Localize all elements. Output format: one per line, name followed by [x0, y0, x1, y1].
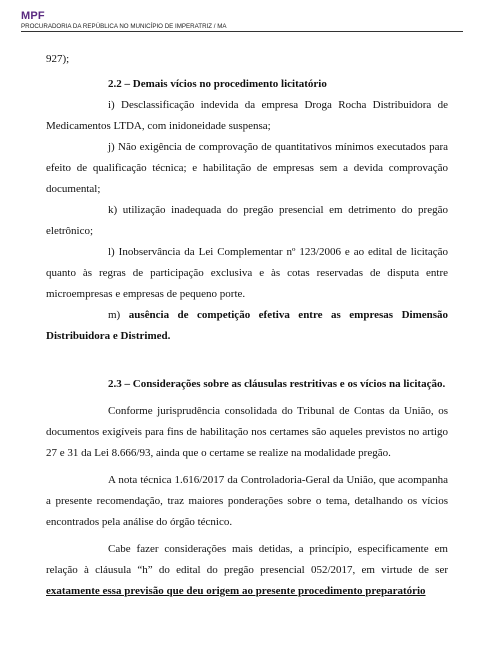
- org-unit: PROCURADORIA DA REPÚBLICA NO MUNICÍPIO DE IMPERATRIZ / MA: [21, 23, 227, 30]
- section-2-2-heading: 2.2 – Demais vícios no procedimento licitatório: [108, 78, 327, 90]
- paragraph-technical-note: A nota técnica 1.616/2017 da Controladoria-Geral da União, que acompanha a presente recomendação, traz maiores ponderações sobre o tema, detalhando os vícios encontrados pela análise do órgão técnico.: [46, 474, 448, 528]
- section-2-3-heading: 2.3 – Considerações sobre as cláusulas restritivas e os vícios na licitação.: [108, 378, 446, 390]
- org-name: MPF: [21, 10, 45, 22]
- list-item-j: j) Não exigência de comprovação de quantitativos mínimos executados para efeito de qualificação técnica; e habilitação de empresas sem a devida comprovação documental;: [46, 141, 448, 195]
- paragraph-jurisprudence: Conforme jurisprudência consolidada do Tribunal de Contas da União, os documentos exigíveis para fins de habilitação nos certames são aqueles previstos no artigo 27 e 31 da Lei 8.666/93, ainda que o certame se realize na modalidade pregão.: [46, 405, 448, 459]
- list-item-m: [46, 305, 448, 347]
- list-item-i: i) Desclassificação indevida da empresa Droga Rocha Distribuidora de Medicamentos LTDA, com inidoneidade suspensa;: [46, 99, 448, 132]
- page-header: [21, 10, 461, 31]
- header-rule: [21, 31, 463, 32]
- paragraph-clause-h: [46, 539, 448, 602]
- list-item-l: l) Inobservância da Lei Complementar nº 123/2006 e ao edital de licitação quanto às regras de participação exclusiva e às cotas reservadas de disputa entre microempresas e empresas de pequeno porte.: [46, 246, 448, 300]
- list-item-k: k) utilização inadequada do pregão presencial em detrimento do pregão eletrônico;: [46, 204, 448, 237]
- list-item-m-text: ausência de competição efetiva entre as empresas Dimensão Distribuidora e Distrimed.: [46, 309, 449, 342]
- document-body: [46, 49, 448, 602]
- continuation-line: 927);: [46, 53, 70, 65]
- paragraph-clause-h-emphasis: exatamente essa previsão que deu origem ao presente procedimento preparatório: [46, 585, 426, 597]
- paragraph-clause-h-text: Cabe fazer considerações mais detidas, a princípio, especificamente em relação à cláusula “h” do edital do pregão presencial 052/2017, em virtude de ser: [46, 543, 448, 576]
- list-item-m-prefix: m): [108, 309, 121, 321]
